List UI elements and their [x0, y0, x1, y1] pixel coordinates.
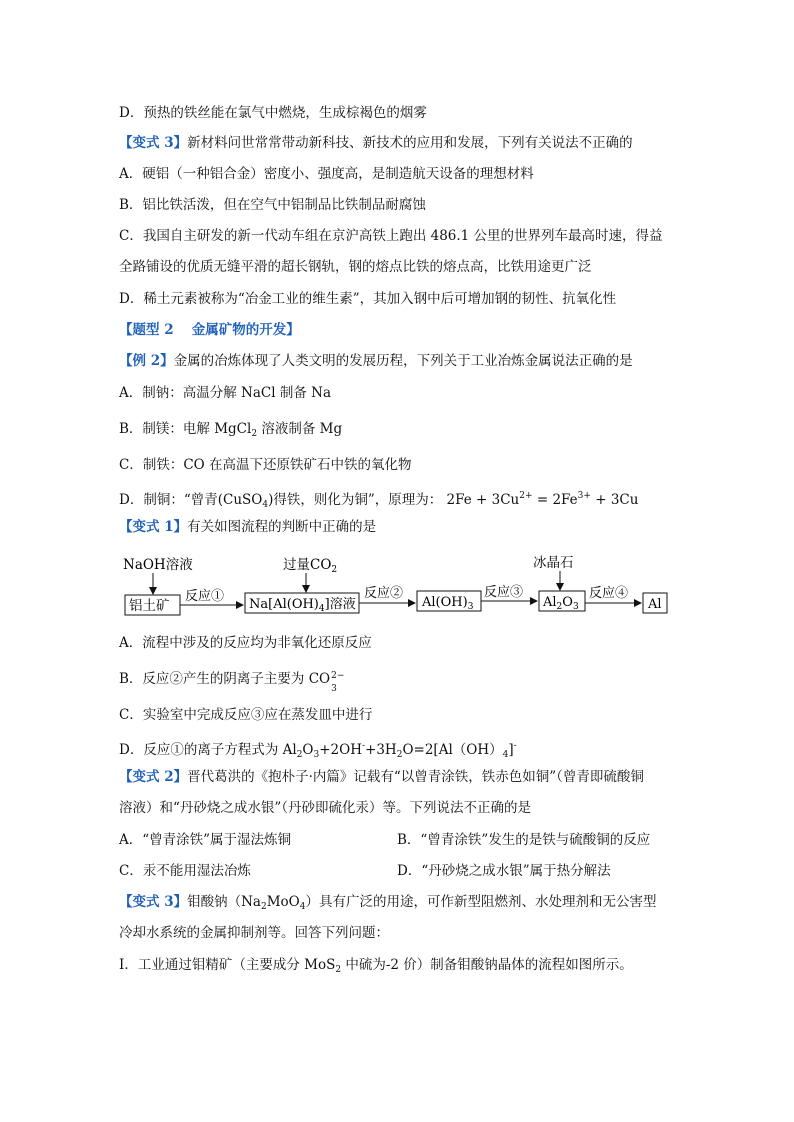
- superscript: 2+: [519, 491, 533, 501]
- example2-option-d-mid2: = 2Fe: [532, 492, 578, 508]
- seg: +2OH: [319, 742, 362, 758]
- variant-tag: 【变式 2】: [119, 769, 188, 785]
- subscript: 4: [262, 500, 269, 510]
- seg: D．反应①的离子方程式为 Al: [119, 742, 297, 758]
- example2-option-d: [119, 487, 638, 514]
- variant3b-stem-line2: 冷却水系统的金属抑制剂等。回答下列问题：: [119, 925, 389, 941]
- seg: ）具有广泛的用途，可作新型阻燃剂、水处理剂和无公害型: [305, 894, 657, 910]
- box-alumina-label: $Al_2O_3$: [543, 595, 579, 612]
- seg: 中硫为-2 价）制备钼酸钠晶体的流程如图所示。: [341, 957, 633, 973]
- superscript: 2−: [331, 670, 345, 681]
- variant1-option-a: A．流程中涉及的反应均为非氧化还原反应: [119, 635, 372, 651]
- example2-option-b-post: 溶液制备 Mg: [257, 421, 343, 437]
- variant1-stem: [119, 518, 376, 536]
- seg: I．工业通过钼精矿（主要成分 MoS: [119, 957, 336, 973]
- variant3a-option-c-line1: C．我国自主研发的新一代动车组在京沪高铁上跑出 486.1 公里的世界列车最高时速，得益: [119, 228, 663, 244]
- seg: O: [302, 742, 314, 758]
- variant-tag: 【变式 3】: [119, 135, 188, 151]
- option-d-prev: D．预热的铁丝能在氯气中燃烧，生成棕褐色的烟雾: [119, 105, 427, 121]
- box-aluminum-label: Al: [648, 597, 662, 612]
- subscript: 3: [313, 750, 320, 760]
- subscript: 4: [502, 750, 509, 760]
- variant2-stem-line1: [119, 768, 644, 786]
- subscript: 2: [251, 429, 258, 439]
- subscript: 2: [296, 750, 303, 760]
- seg: +3H: [365, 742, 397, 758]
- reaction-label: 反应③: [484, 585, 524, 600]
- variant-tag: 【变式 3】: [119, 894, 188, 910]
- superscript: -: [513, 741, 517, 751]
- variant3a-option-d: D．稀土元素被称为“冶金工业的维生素”，其加入钢中后可增加钢的韧性、抗氧化性: [119, 291, 617, 307]
- reagent-naoh: NaOH溶液: [123, 557, 193, 573]
- variant1-option-d: [119, 737, 517, 764]
- example2-option-b: [119, 420, 342, 443]
- process-flow-diagram: [119, 552, 679, 622]
- superscript: -: [361, 741, 366, 751]
- variant2-stem-line2: 溶液）和“丹砂烧之成水银”（丹砂即硫化汞）等。下列说法不正确的是: [119, 800, 532, 816]
- example2-option-a: A．制钠：高温分解 NaCl 制备 Na: [119, 385, 331, 401]
- example2-option-b-pre: B．制镁：电解 MgCl: [119, 421, 252, 437]
- variant3b-stem-line1: [119, 893, 656, 916]
- variant2-stem-text: 晋代葛洪的《抱朴子·内篇》记载有“以曾青涂铁，铁赤色如铜”（曾青即硫酸铜: [187, 769, 644, 785]
- section-heading: 【题型 2 金属矿物的开发】: [119, 322, 300, 338]
- reagent-cryolite: 冰晶石: [533, 555, 574, 571]
- variant3a-option-b: B．铝比铁活泼，但在空气中铝制品比铁制品耐腐蚀: [119, 197, 426, 213]
- variant-tag: 【变式 1】: [119, 519, 188, 535]
- box-bauxite-label: 铝土矿: [129, 598, 170, 614]
- variant2-option-d: D．“丹砂烧之成水银”属于热分解法: [397, 863, 611, 879]
- reagent-co2: 过量$CO_2$: [283, 557, 338, 575]
- variant3a-stem: [119, 134, 633, 152]
- variant1-option-b: [119, 670, 345, 694]
- reaction-label: 反应④: [589, 586, 629, 601]
- variant3a-stem-text: 新材料问世常常带动新科技、新技术的应用和发展，下列有关说法不正确的: [187, 135, 633, 151]
- example2-option-c: C．制铁：CO 在高温下还原铁矿石中铁的氧化物: [119, 457, 412, 473]
- seg: O=2[Al（OH）: [402, 742, 503, 758]
- box-aluminum-hydroxide-label: $Al(OH)_3$: [422, 595, 474, 612]
- subscript: 2: [396, 750, 403, 760]
- seg: MoO: [266, 894, 300, 910]
- seg: 钼酸钠（Na: [187, 894, 261, 910]
- reaction-label: 反应①: [185, 589, 225, 604]
- reaction-label: 反应②: [364, 586, 404, 601]
- box-sodium-aluminate-label: $Na[Al(OH)_4]$溶液: [249, 597, 356, 614]
- variant3a-option-a: A．硬铝（一种铝合金）密度小、强度高，是制造航天设备的理想材料: [119, 166, 534, 182]
- charge-stack: [330, 670, 345, 694]
- variant3a-option-c-line2: 全路铺设的优质无缝平滑的超长钢轨，钢的熔点比铁的熔点高，比铁用途更广泛: [119, 259, 592, 275]
- variant2-option-c: C．汞不能用湿法冶炼: [119, 863, 251, 879]
- variant1-option-b-pre: B．反应②产生的阴离子主要为 CO: [119, 671, 331, 687]
- variant3b-part-i: [119, 956, 633, 979]
- subscript: 3: [331, 683, 337, 694]
- subscript: 4: [299, 902, 306, 912]
- example2-option-d-mid: )得铁，则化为铜”，原理为： 2Fe + 3Cu: [268, 492, 520, 508]
- example2-option-d-post: + 3Cu: [590, 492, 639, 508]
- variant2-option-a: A．“曾青涂铁”属于湿法炼铜: [119, 832, 292, 848]
- superscript: 3+: [577, 491, 591, 501]
- variant2-option-b: B．“曾青涂铁”发生的是铁与硫酸铜的反应: [397, 832, 651, 848]
- example2-option-d-pre: D．制铜：“曾青(CuSO: [119, 492, 263, 508]
- subscript: 2: [335, 965, 342, 975]
- example2-stem: [119, 352, 633, 370]
- example-tag: 【例 2】: [119, 353, 174, 369]
- seg: ]: [508, 742, 514, 758]
- variant1-option-c: C．实验室中完成反应③应在蒸发皿中进行: [119, 707, 373, 723]
- variant1-stem-text: 有关如图流程的判断中正确的是: [187, 519, 377, 535]
- subscript: 2: [260, 902, 267, 912]
- example2-stem-text: 金属的冶炼体现了人类文明的发展历程，下列关于工业冶炼金属说法正确的是: [173, 353, 633, 369]
